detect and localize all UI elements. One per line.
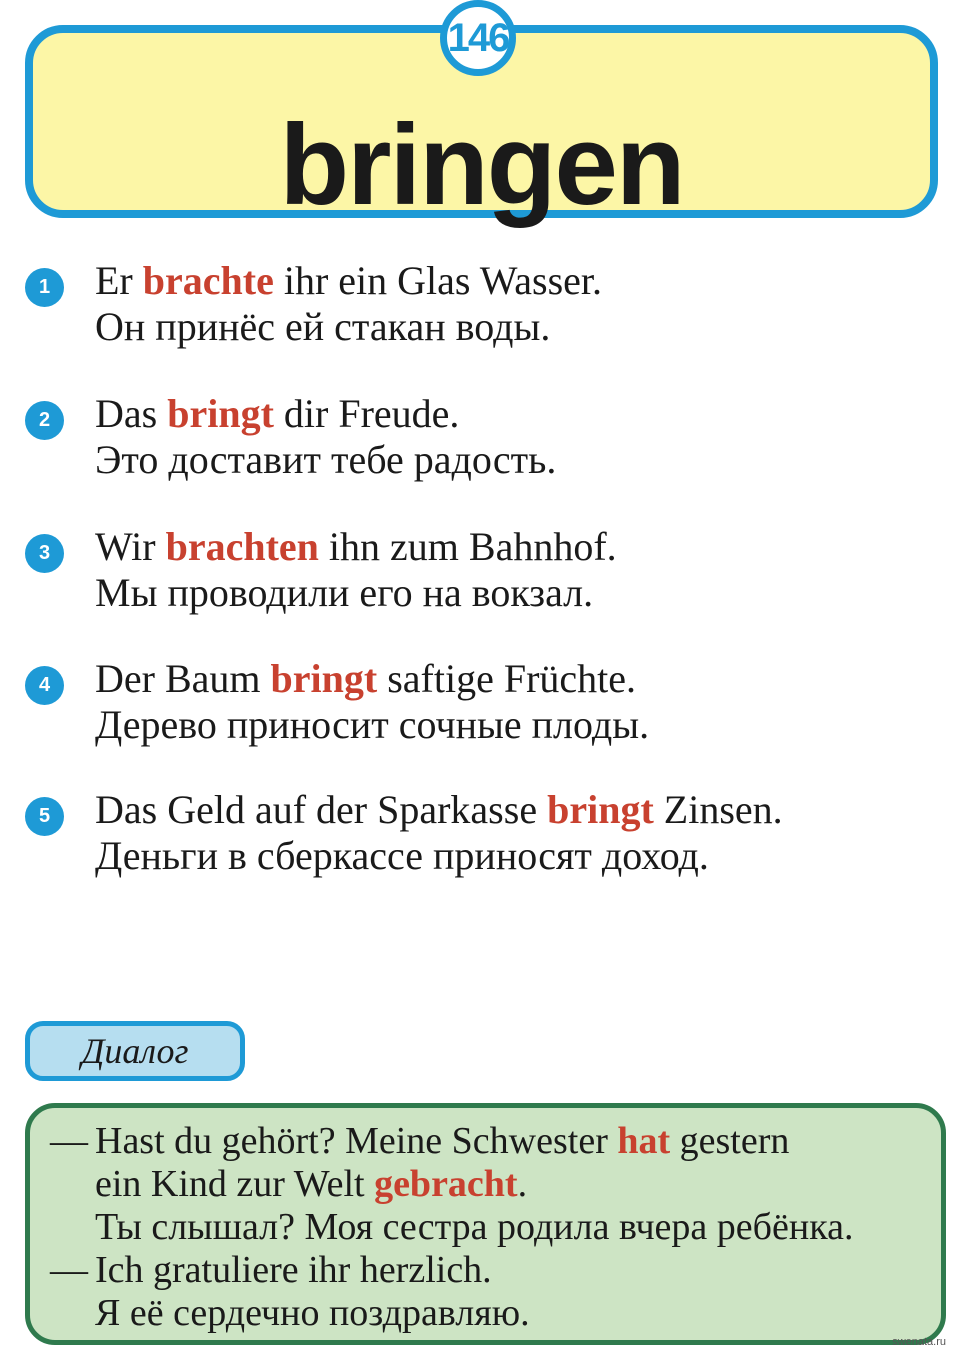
german-sentence: Das bringt dir Freude. <box>95 391 460 436</box>
dialog-translation-1: Ты слышал? Моя сестра родила вчера ребёнка. <box>95 1206 854 1248</box>
highlighted-verb: gebracht <box>374 1163 518 1205</box>
example-number: 3 <box>25 534 64 573</box>
example-number: 4 <box>25 666 64 705</box>
highlighted-verb: brachte <box>142 258 274 303</box>
highlighted-verb: bringt <box>547 787 654 832</box>
watermark: swenata.ru <box>892 1336 946 1348</box>
page-number-badge: 146 <box>440 0 516 76</box>
highlighted-verb: bringt <box>167 391 274 436</box>
russian-translation: Дерево приносит сочные плоды. <box>95 702 650 747</box>
highlighted-verb: brachten <box>165 524 319 569</box>
dialog-box <box>25 1103 946 1345</box>
german-sentence: Er brachte ihr ein Glas Wasser. <box>95 258 603 303</box>
example-number: 1 <box>25 268 64 307</box>
dialog-dash: — <box>50 1249 88 1291</box>
example-number: 2 <box>25 401 64 440</box>
title-word: bringen <box>279 102 684 229</box>
example-number: 5 <box>25 797 64 836</box>
german-sentence: Wir brachten ihn zum Bahnhof. <box>95 524 617 569</box>
dialog-line-3: Ich gratuliere ihr herzlich. <box>95 1249 492 1291</box>
dialog-line-1: Hast du gehört? Meine Schwester hat gestern <box>95 1120 790 1162</box>
german-sentence: Das Geld auf der Sparkasse bringt Zinsen. <box>95 787 783 832</box>
russian-translation: Деньги в сберкассе приносят доход. <box>95 833 709 878</box>
russian-translation: Это доставит тебе радость. <box>95 437 557 482</box>
highlighted-verb: hat <box>617 1120 671 1162</box>
dialog-label: Диалог <box>25 1021 245 1081</box>
dialog-dash: — <box>50 1120 88 1162</box>
russian-translation: Мы проводили его на вокзал. <box>95 570 594 615</box>
dialog-translation-2: Я её сердечно поздравляю. <box>95 1292 530 1334</box>
highlighted-verb: bringt <box>270 656 378 701</box>
german-sentence: Der Baum bringt saftige Früchte. <box>95 656 637 701</box>
dialog-line-2: ein Kind zur Welt gebracht. <box>95 1163 528 1205</box>
russian-translation: Он принёс ей стакан воды. <box>95 304 551 349</box>
